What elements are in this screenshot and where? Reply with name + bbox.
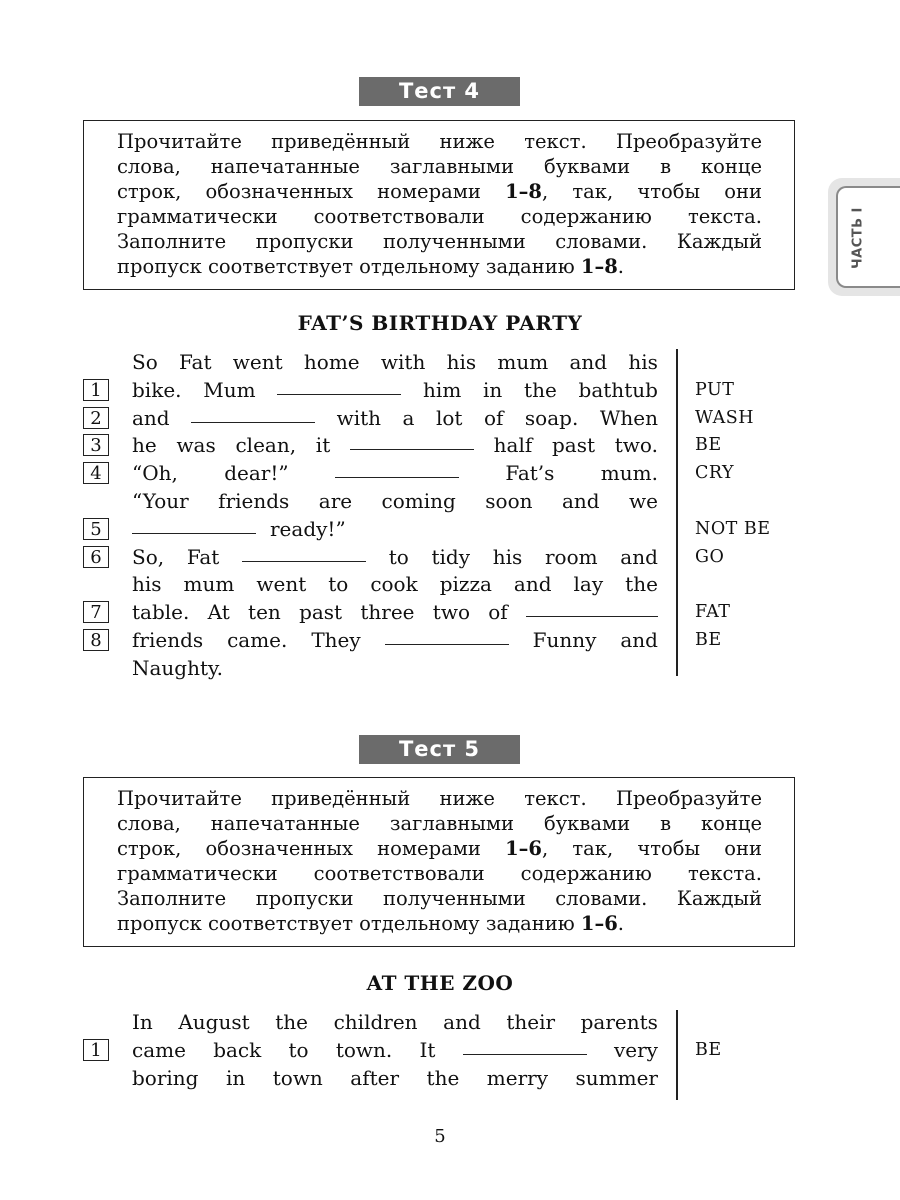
instruction-text: строк, обозначенных номерами	[117, 180, 506, 203]
word: went	[232, 350, 283, 374]
text-line	[0, 487, 900, 515]
word: ready!”	[270, 516, 346, 541]
line-text	[132, 404, 658, 432]
task-number: 1	[83, 379, 109, 401]
word: So,	[132, 544, 165, 569]
word: mum	[497, 350, 549, 374]
word: summer	[575, 1065, 658, 1090]
word: bike.	[132, 377, 182, 402]
text-title: AT THE ZOO	[366, 971, 514, 995]
instruction-line	[117, 254, 762, 279]
word: are	[318, 489, 353, 513]
word: town	[272, 1065, 323, 1090]
line-text	[132, 348, 658, 376]
word: In	[132, 1010, 153, 1034]
word: and	[569, 350, 608, 374]
word: very	[613, 1037, 658, 1062]
word: parents	[580, 1010, 658, 1034]
instruction-line: Заполните пропуски полученными словами. Каждый	[117, 230, 762, 253]
word: and	[443, 1010, 481, 1034]
instruction-line: грамматически соответствовали содержанию текста.	[117, 205, 762, 228]
keyword: GO	[695, 546, 725, 567]
word: and	[620, 628, 658, 652]
word: town.	[335, 1037, 393, 1062]
word: we	[628, 489, 658, 513]
text-line	[0, 348, 900, 376]
task-number: 4	[83, 462, 109, 484]
line-text	[132, 626, 658, 654]
word: So	[132, 350, 158, 374]
instruction-text: пропуск соответствует отдельному заданию	[117, 255, 581, 278]
word: and	[132, 405, 170, 430]
word: boring	[132, 1065, 199, 1090]
instruction-line	[117, 911, 762, 936]
word: to	[288, 1037, 309, 1062]
line-text	[132, 1036, 658, 1064]
instruction-line	[117, 179, 762, 204]
word: soap.	[524, 405, 579, 430]
instruction-text: .	[617, 255, 624, 278]
word: tidy	[431, 544, 471, 569]
text-line	[0, 515, 900, 543]
word: lay	[573, 572, 604, 597]
word: it	[315, 433, 331, 458]
answer-blank[interactable]	[277, 376, 401, 395]
answer-blank[interactable]	[526, 598, 658, 617]
line-text	[132, 376, 658, 404]
word: children	[333, 1010, 418, 1034]
word: coming	[381, 489, 456, 513]
text-line	[0, 431, 900, 459]
task-number: 2	[83, 407, 109, 429]
word: ten	[248, 600, 281, 625]
word: bathtub	[578, 377, 658, 402]
text-line	[0, 1064, 900, 1092]
word: half	[493, 433, 533, 458]
text-line	[0, 459, 900, 487]
word: Mum	[203, 377, 256, 402]
word: Fat	[179, 350, 212, 374]
instruction-line: Прочитайте приведённый ниже текст. Преобразуйте	[117, 130, 762, 153]
text-line	[0, 626, 900, 654]
keyword: BE	[695, 630, 722, 650]
instruction-line: Прочитайте приведённый ниже текст. Преобразуйте	[117, 787, 762, 810]
word: They	[311, 628, 361, 652]
word: with	[336, 405, 382, 430]
word: cook	[370, 572, 418, 597]
instruction-line: слова, напечатанные заглавными буквами в конце	[117, 812, 762, 835]
word: When	[599, 405, 658, 430]
answer-blank[interactable]	[191, 404, 315, 423]
line-text	[132, 1064, 658, 1092]
word: came	[132, 1037, 186, 1062]
line-text	[132, 543, 658, 571]
instruction-line	[117, 836, 762, 861]
word: friends	[132, 628, 204, 652]
text-line	[0, 598, 900, 626]
answer-blank[interactable]	[350, 431, 474, 450]
instruction-text: .	[617, 912, 624, 935]
line-text	[132, 654, 658, 682]
word: two.	[614, 433, 658, 458]
instruction-text: , так, чтобы они	[541, 837, 762, 860]
line-text	[132, 515, 658, 543]
instructions-box	[83, 120, 795, 290]
keyword: CRY	[695, 463, 735, 484]
word: his	[628, 350, 658, 374]
word: Funny	[532, 628, 597, 652]
text-line	[0, 404, 900, 432]
word: was	[176, 433, 216, 458]
word: came.	[227, 628, 288, 652]
word: in	[225, 1065, 246, 1090]
word: home	[303, 350, 360, 374]
line-text	[132, 598, 658, 626]
word: him	[423, 377, 462, 402]
text-line	[0, 376, 900, 404]
word: table.	[132, 600, 190, 625]
task-range: 1–6	[505, 837, 542, 860]
test-badge: Тест 5	[359, 735, 520, 764]
instruction-line: слова, напечатанные заглавными буквами в конце	[117, 155, 762, 178]
instruction-text: , так, чтобы они	[541, 180, 762, 203]
word: August	[178, 1010, 250, 1034]
task-range: 1–8	[505, 180, 542, 203]
line-text	[132, 487, 658, 515]
word: in	[483, 377, 503, 402]
word: his	[492, 544, 523, 569]
word: It	[419, 1037, 436, 1062]
word: went	[256, 572, 307, 597]
answer-blank[interactable]	[132, 515, 256, 534]
word: of	[483, 405, 504, 430]
line-text	[132, 1008, 658, 1036]
word: “Oh,	[132, 461, 178, 486]
instructions-box	[83, 777, 795, 947]
word: pizza	[439, 572, 492, 597]
word: soon	[485, 489, 533, 513]
task-number: 7	[83, 601, 109, 623]
instruction-line: Заполните пропуски полученными словами. Каждый	[117, 887, 762, 910]
keyword: BE	[695, 435, 722, 456]
line-text	[132, 431, 658, 459]
word: to	[388, 544, 409, 569]
word: back	[213, 1037, 262, 1062]
word: lot	[435, 405, 463, 430]
test-badge: Тест 4	[359, 77, 520, 106]
word: his	[446, 350, 477, 374]
text-line	[0, 654, 900, 682]
word: past	[552, 433, 596, 458]
task-number: 6	[83, 546, 109, 568]
task-range: 1–6	[580, 912, 618, 935]
word: three	[360, 600, 415, 625]
word: mum	[183, 572, 235, 597]
word: merry	[486, 1065, 549, 1090]
word: clean,	[235, 433, 297, 458]
word: the	[426, 1065, 460, 1090]
word: the	[275, 1010, 309, 1034]
word: he	[132, 433, 157, 458]
word: “Your	[132, 489, 189, 513]
side-tab-label: ЧАСТЬ I	[850, 207, 866, 269]
answer-blank[interactable]	[242, 543, 366, 562]
word: Fat’s	[505, 461, 555, 486]
instruction-line: грамматически соответствовали содержанию текста.	[117, 862, 762, 885]
answer-blank[interactable]	[335, 459, 459, 478]
word: and	[561, 489, 600, 513]
text-line	[0, 1036, 900, 1064]
task-range: 1–8	[580, 255, 618, 278]
word: room	[544, 544, 598, 569]
answer-blank[interactable]	[385, 626, 509, 645]
word: with	[380, 350, 426, 374]
word: friends	[218, 489, 290, 513]
word: and	[513, 572, 552, 597]
word: their	[506, 1010, 556, 1034]
word: Fat	[186, 544, 220, 569]
page-number: 5	[434, 1126, 446, 1147]
word: the	[524, 377, 557, 402]
task-number: 1	[83, 1039, 109, 1061]
word: of	[488, 600, 508, 625]
word: At	[207, 600, 230, 625]
text-title: FAT’S BIRTHDAY PARTY	[297, 311, 583, 335]
text-line	[0, 570, 900, 598]
word: mum.	[600, 461, 658, 486]
word: two	[432, 600, 470, 625]
task-number: 5	[83, 518, 109, 540]
text-line	[0, 543, 900, 571]
instruction-text: пропуск соответствует отдельному заданию	[117, 912, 581, 935]
keyword: FAT	[695, 602, 731, 623]
word: his	[132, 572, 162, 597]
keyword: NOT BE	[695, 518, 771, 539]
word: dear!”	[224, 461, 289, 486]
word: Naughty.	[132, 655, 224, 680]
task-number: 3	[83, 434, 109, 456]
keyword: BE	[695, 1039, 722, 1060]
line-text	[132, 459, 658, 487]
word: after	[350, 1065, 400, 1090]
word: to	[328, 572, 349, 597]
side-tab-frame	[836, 186, 900, 288]
word: the	[625, 572, 658, 597]
word: a	[402, 405, 415, 430]
text-line	[0, 1008, 900, 1036]
keyword: WASH	[695, 407, 755, 428]
task-number: 8	[83, 629, 109, 651]
line-text	[132, 570, 658, 598]
word: and	[620, 544, 658, 569]
answer-blank[interactable]	[463, 1036, 587, 1055]
word: past	[299, 600, 343, 625]
instruction-text: строк, обозначенных номерами	[117, 837, 506, 860]
keyword: PUT	[695, 379, 735, 400]
